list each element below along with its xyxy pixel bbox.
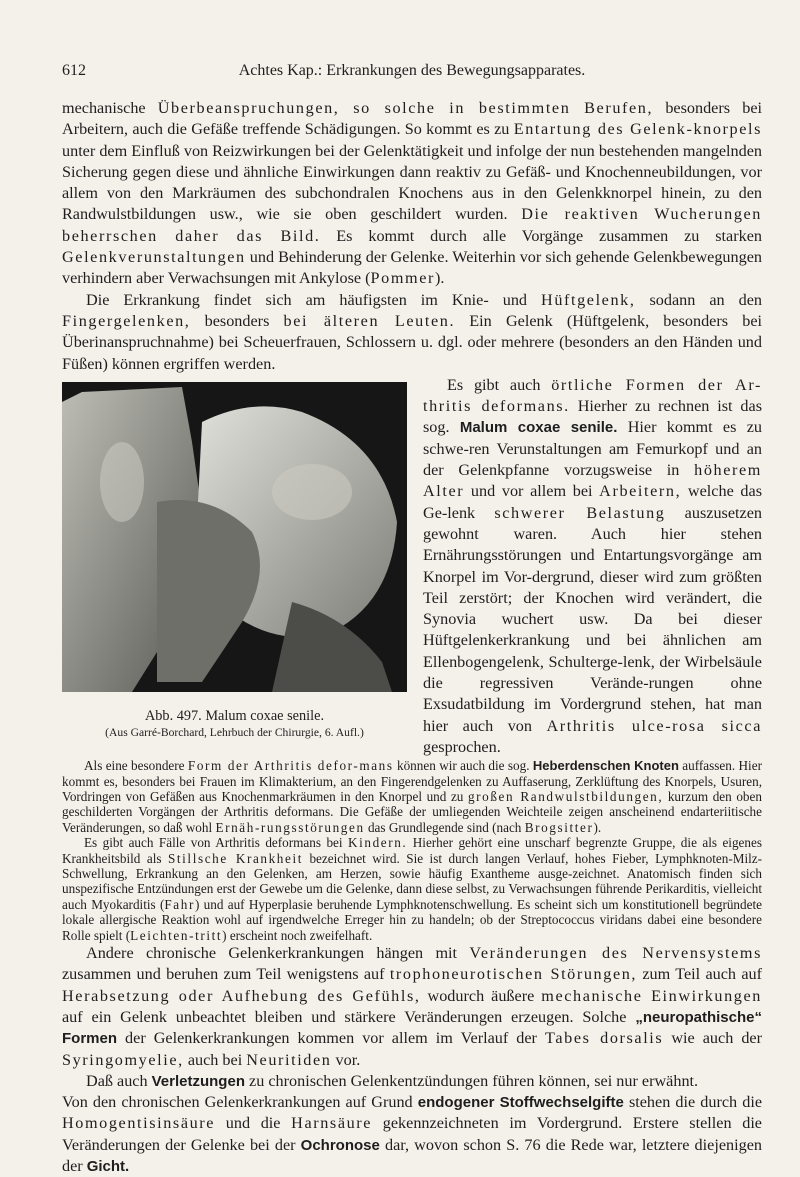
text-body bbox=[62, 98, 762, 1177]
paragraph-4: Als eine besondere Form der Arthritis defor-mans können wir auch die sog. Heberdenschen Knoten auffassen. Hier kommt es, besonders bei Frauen im Klimakterium, an den Fingerendgelenken zu Auffaserung, Zerklüftung des Knorpels, Usuren, Vordringen von Gefäßen aus Knochenmarkräumen in den Knorpel und zu großen Randwulstbildungen, kurzum den oben geschilderten Vorgängen der Arthritis deformans. Die Gefäße der umliegenden Weichteile zeigen anscheinend endarteriitische Veränderungen, so daß wohl Ernäh-rungsstörungen das Grundlegende sind (nach Brogsitter). bbox=[62, 758, 762, 835]
paragraph-2: Die Erkrankung findet sich am häufigsten im Knie- und Hüftgelenk, sodann an den Fingergelenken, besonders bei älteren Leuten. Ein Gelenk (Hüftgelenk, besonders bei Überinanspruchnahme) bei Scheuerfrauen, Schlossern u. dgl. oder mehrere (besonders an den Händen und Füßen) können ergriffen werden. bbox=[62, 290, 762, 373]
paragraph-7: Daß auch Verletzungen zu chronischen Gelenkentzündungen führen können, sei nur erwähnt. bbox=[86, 1071, 699, 1090]
paragraph-5: Es gibt auch Fälle von Arthritis deformans bei Kindern. Hierher gehört eine unscharf begrenzte Gruppe, die als eigenes Krankheitsbild als Stillsche Krankheit bezeichnet wird. Sie ist durch langen Verlauf, hohes Fieber, Lymphknoten-Milz-Schwellung, Erkrankung an den Gelenken, am Herzen, sowie häufig Exantheme ausge-zeichnet. Anatomisch finden sich unspezifische Entzündungen erst der Gewebe um die Gelenke, dann diese selbst, zu Verwachsungen führende Perikarditis, vielleicht auch Myokarditis (Fahr) und auf Hyperplasie beruhende Lymphknotenschwellung. Es scheint sich um konstitutionell begründete lokale allergische Reaktion wohl auf irgendwelche Erreger hin zu handeln; ob der Streptococcus viridans dabei eine besondere Rolle spielt (Leichten-tritt) erscheint noch zweifelhaft. bbox=[62, 835, 763, 943]
running-header bbox=[62, 62, 762, 84]
running-title: Achtes Kap.: Erkrankungen des Bewegungsapparates. bbox=[238, 62, 586, 79]
paragraph-1: mechanische Überbeanspruchungen, so solche in bestimmten Berufen, besonders bei Arbeitern, auch die Gefäße treffende Schädigungen. So kommt es zu Entartung des Gelenk-knorpels unter dem Einfluß von Reizwirkungen bei der Gelenktätigkeit und infolge der nun bestehenden mangelnden Sicherung gegen diese und ähnliche Einwirkungen dann reaktiv zu Gefäß- und Knochenneubildungen, vor allem von den Markräumen des subchondralen Knochens aus in den Gelenkknorpel hinein, zu den Randwulstbildungen usw., wie sie oben geschildert wurden. Die reaktiven Wucherungen beherrschen daher das Bild. Es kommt durch alle Vorgänge zusammen zu starken Gelenkverunstaltungen und Behinderung der Gelenke. Weiterhin vor sich gehende Gelenkbewegungen verhindern aber Verwachsungen mit Ankylose (Pommer). bbox=[62, 99, 763, 288]
figure-caption bbox=[62, 708, 407, 741]
femur-photo bbox=[62, 382, 407, 692]
page-number: 612 bbox=[62, 62, 86, 79]
caption-title: Abb. 497. Malum coxae senile. bbox=[144, 707, 325, 724]
paragraph-8: Von den chronischen Gelenkerkrankungen auf Grund endogener Stoffwechselgifte stehen die durch die Homogentisinsäure und die Harnsäure gekennzeichneten im Vordergrund. Erstere stellen die Veränderungen der Gelenke bei der Ochronose dar, wovon schon S. 76 die Rede war, letztere diejenigen der Gicht. bbox=[62, 1093, 763, 1176]
caption-source: (Aus Garré-Borchard, Lehrbuch der Chirurgie, 6. Aufl.) bbox=[105, 725, 364, 739]
figure-497 bbox=[62, 379, 407, 744]
paragraph-6: Andere chronische Gelenkerkrankungen hängen mit Veränderungen des Nervensystems zusammen und beruhen zum Teil wenigstens auf trophoneurotischen Störungen, zum Teil auch auf Herabsetzung oder Aufhebung des Gefühls, wodurch äußere mechanische Einwirkungen auf ein Gelenk unbeachtet bleiben und stärkere Veränderungen erzeugen. Solche „neuropathische“ Formen der Gelenkerkrankungen kommen vor allem im Verlauf der Tabes dorsalis wie auch der Syringomyelie, auch bei Neuritiden vor. bbox=[62, 944, 762, 1069]
paragraph-3: Es gibt auch örtliche Formen der Ar-thritis deformans. Hierher zu rechnen ist das sog. Malum coxae senile. Hier kommt es zu schwe-ren Verunstaltungen am Femurkopf und an der Gelenkpfanne vorzugsweise in höherem Alter und vor allem bei Arbeitern, welche das Ge-lenk schwerer Belastung auszusetzen gewohnt waren. Auch hier stehen Ernährungsstörungen und Entartungsvorgänge am Knorpel im Vor-dergrund, dieser wird zum größten Teil zerstört; der Knochen wird verändert, die Synovia wuchert usw. Da bei dieser Hüftgelenkerkrankung und bei ähnlichen am Ellenbogengelenk, Schulterge-lenk, der Wirbelsäule die regressiven Verände-rungen ohne Exsudatbildung im Vordergrund stehen, hat man hier auch von Arthritis ulce-rosa sicca gesprochen. bbox=[423, 375, 762, 756]
